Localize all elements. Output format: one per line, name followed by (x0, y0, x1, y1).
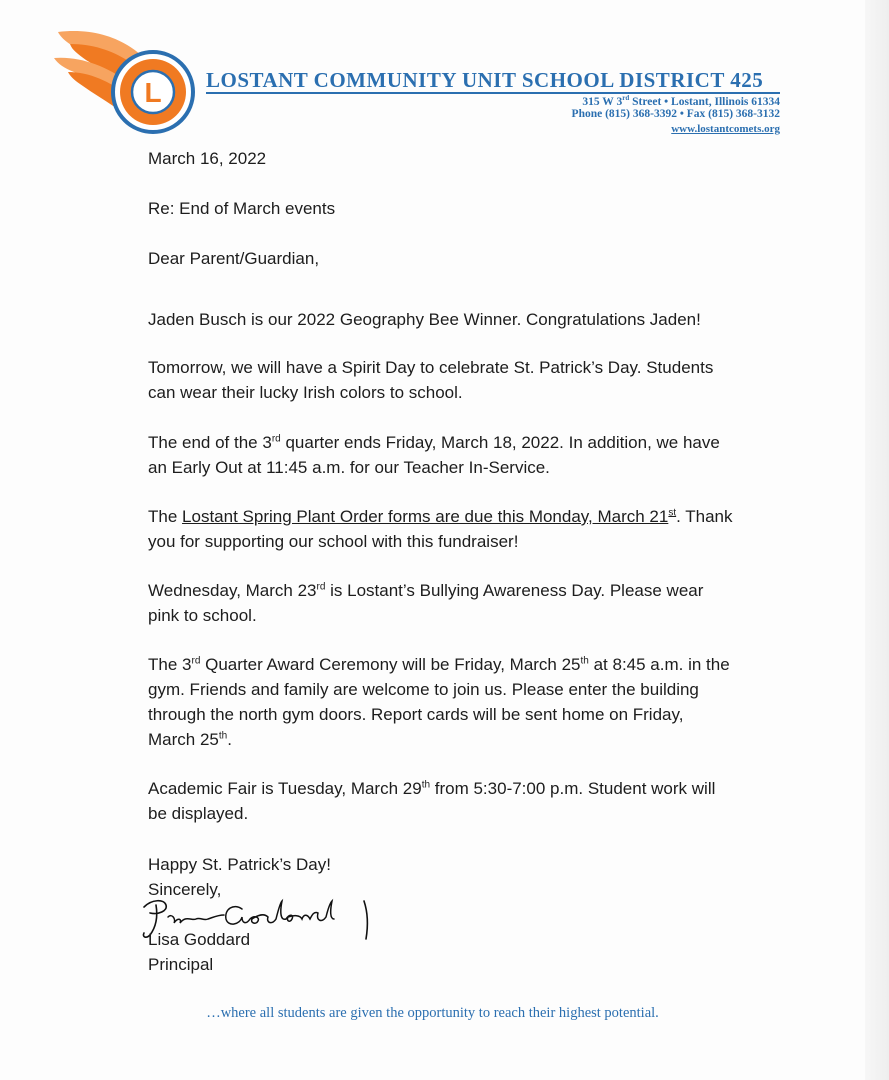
paragraph-academic-fair: Academic Fair is Tuesday, March 29th from 5:30-7:00 p.m. Student work will be displayed. (148, 779, 716, 823)
district-name: LOSTANT COMMUNITY UNIT SCHOOL DISTRICT 425 (206, 68, 764, 92)
signer-title: Principal (148, 955, 214, 974)
subject-line: Re: End of March events (148, 199, 336, 218)
street-address: 315 W 3rd Street • Lostant, Illinois 61334 (582, 94, 780, 108)
paragraph-spirit-day: Tomorrow, we will have a Spirit Day to celebrate St. Patrick’s Day. Students can wear their lucky Irish colors to school. (148, 358, 714, 402)
comet-logo (50, 22, 195, 134)
logo-letter: L (144, 77, 162, 108)
paragraph-quarter-end: The end of the 3rd quarter ends Friday, March 18, 2022. In addition, we have an Early Out at 11:45 a.m. for our Teacher In-Service. (148, 433, 720, 477)
salutation: Dear Parent/Guardian, (148, 249, 320, 268)
footer-tagline: …where all students are given the opportunity to reach their highest potential. (206, 1005, 659, 1021)
letter-date: March 16, 2022 (148, 149, 267, 168)
signature-block (148, 927, 250, 977)
paragraph-plant-order: The Lostant Spring Plant Order forms are due this Monday, March 21st. Thank you for supporting our school with this fundraiser! (148, 507, 733, 551)
signer-name: Lisa Goddard (148, 930, 251, 949)
paragraph-bullying-awareness: Wednesday, March 23rd is Lostant’s Bullying Awareness Day. Please wear pink to school. (148, 581, 704, 625)
website-link[interactable]: www.lostantcomets.org (671, 123, 780, 135)
paragraph-award-ceremony: The 3rd Quarter Award Ceremony will be Friday, March 25th at 8:45 a.m. in the gym. Friends and family are welcome to join us. Please enter the building through the north gym doors. Report cards will be sent home on Friday, March 25th. (148, 655, 730, 749)
phone-fax: Phone (815) 368-3392 • Fax (815) 368-3132 (571, 108, 780, 120)
page-edge (865, 0, 889, 1080)
paragraph-geography-bee: Jaden Busch is our 2022 Geography Bee Winner. Congratulations Jaden! (148, 310, 701, 329)
closing: Happy St. Patrick’s Day! Sincerely, (148, 855, 331, 899)
